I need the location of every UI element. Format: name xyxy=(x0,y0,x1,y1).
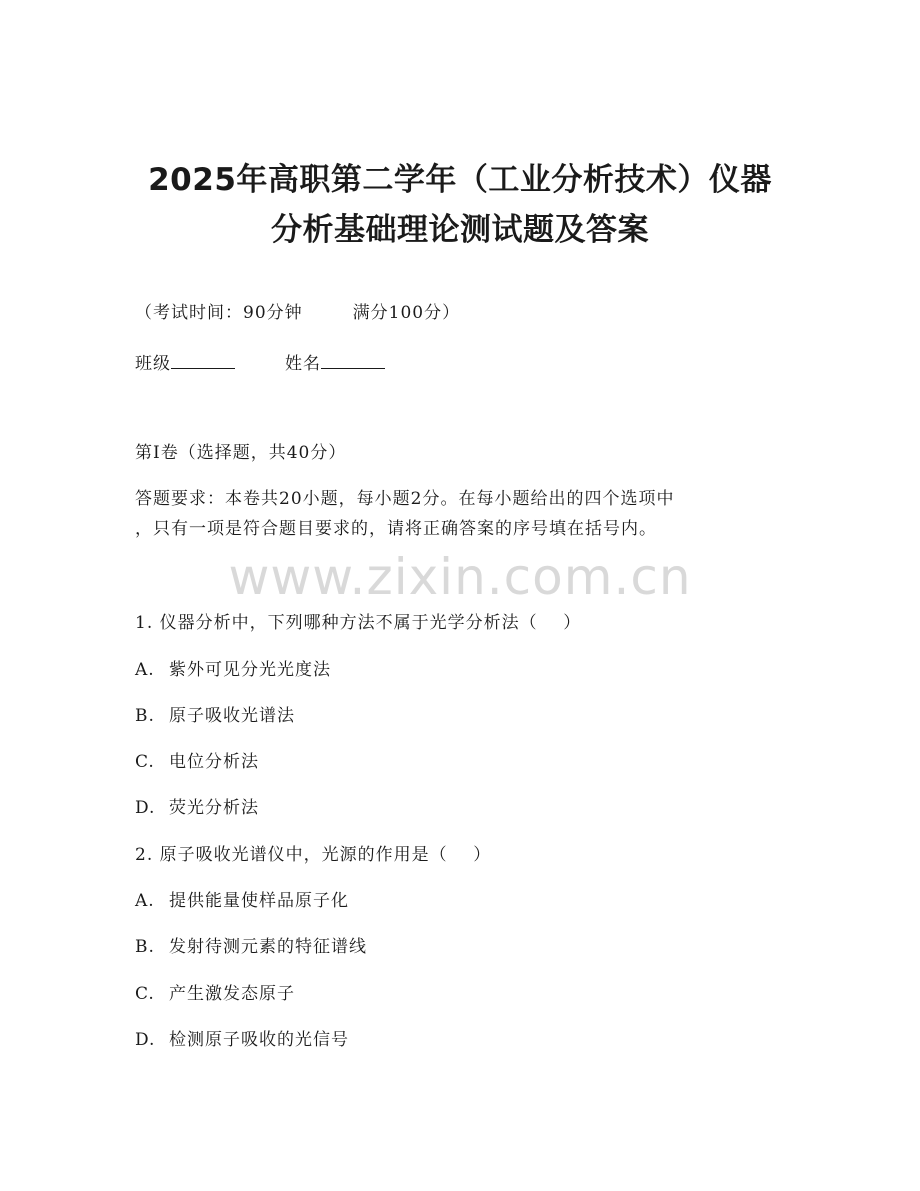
option-text: 提供能量使样品原子化 xyxy=(169,891,349,911)
option-text: 原子吸收光谱法 xyxy=(169,706,295,726)
name-blank[interactable] xyxy=(321,350,385,369)
exam-time: （考试时间：90分钟 xyxy=(135,303,303,323)
name-label: 姓名 xyxy=(285,354,321,374)
option-label: C. xyxy=(135,984,155,1004)
question-1-option-c[interactable] xyxy=(135,750,259,774)
option-label: D. xyxy=(135,798,156,818)
option-text: 电位分析法 xyxy=(169,752,259,772)
document-title-line-2: 分析基础理论测试题及答案 xyxy=(271,212,649,248)
option-label: B. xyxy=(135,706,155,726)
class-blank[interactable] xyxy=(171,350,235,369)
question-2-option-d[interactable] xyxy=(135,1028,349,1052)
option-label: B. xyxy=(135,937,155,957)
option-label: A. xyxy=(135,891,155,911)
question-2-option-c[interactable] xyxy=(135,982,295,1006)
exam-full-score: 满分100分） xyxy=(352,303,461,323)
exam-info xyxy=(135,301,460,325)
option-label: A. xyxy=(135,660,155,680)
document-title-line-1: 2025年高职第二学年（工业分析技术）仪器 xyxy=(148,162,772,198)
question-2-stem: 2. 原子吸收光谱仪中，光源的作用是（ ） xyxy=(135,845,492,865)
question-1-option-a[interactable] xyxy=(135,658,331,682)
question-1-stem: 1. 仪器分析中，下列哪种方法不属于光学分析法（ ） xyxy=(135,613,582,633)
class-label: 班级 xyxy=(135,354,171,374)
question-1-option-d[interactable] xyxy=(135,796,259,820)
instruction-line-2: ，只有一项是符合题目要求的，请将正确答案的序号填在括号内。 xyxy=(135,519,657,539)
question-2-option-b[interactable] xyxy=(135,935,367,959)
option-text: 产生激发态原子 xyxy=(169,984,295,1004)
option-text: 紫外可见分光光度法 xyxy=(169,660,331,680)
option-label: D. xyxy=(135,1030,156,1050)
option-label: C. xyxy=(135,752,155,772)
question-1-option-b[interactable] xyxy=(135,704,295,728)
section-heading: 第I卷（选择题，共40分） xyxy=(135,443,347,463)
instruction-line-1: 答题要求：本卷共20小题，每小题2分。在每小题给出的四个选项中 xyxy=(135,489,675,509)
option-text: 发射待测元素的特征谱线 xyxy=(169,937,367,957)
question-2-option-a[interactable] xyxy=(135,889,349,913)
student-fields xyxy=(135,350,385,376)
option-text: 检测原子吸收的光信号 xyxy=(169,1030,349,1050)
option-text: 荧光分析法 xyxy=(169,798,259,818)
watermark: www.zixin.com.cn xyxy=(228,548,692,606)
